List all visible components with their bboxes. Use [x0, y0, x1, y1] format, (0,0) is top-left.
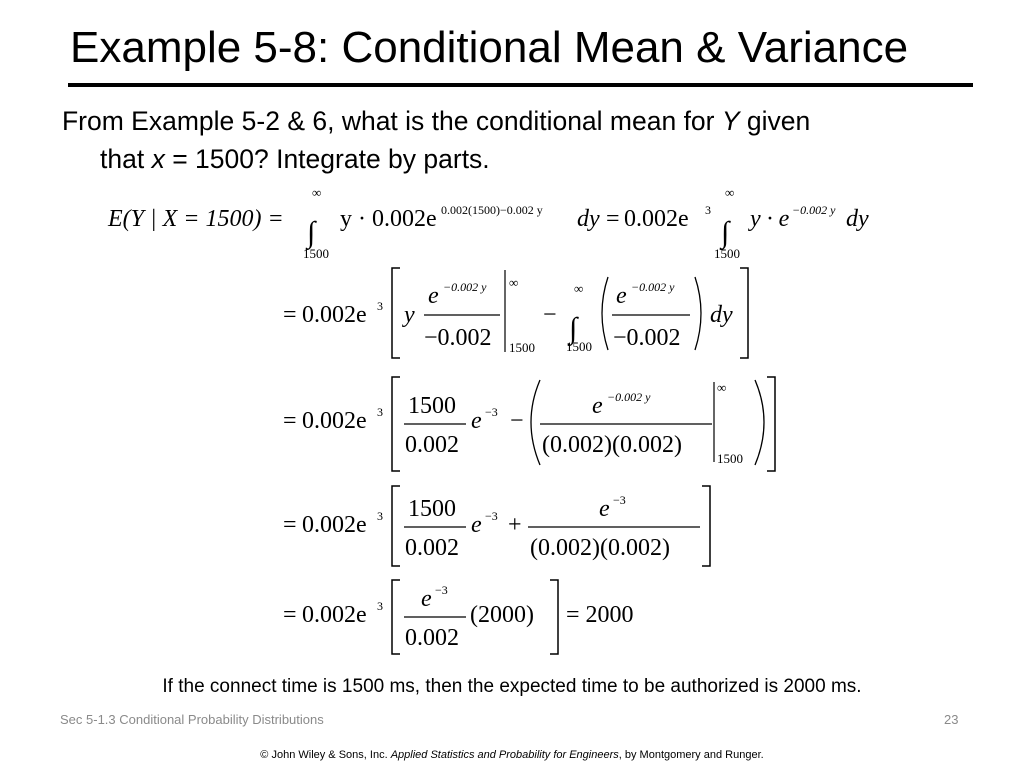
- book-title: Applied Statistics and Probability for Engineers: [390, 749, 619, 761]
- lower-limit: 1500: [566, 339, 592, 354]
- e-exponent: −3: [613, 493, 626, 507]
- e-base: e: [421, 586, 432, 612]
- slide-title: Example 5-8: Conditional Mean & Variance: [70, 23, 909, 72]
- equals-sign: =: [283, 408, 297, 434]
- equation-line-3: [283, 377, 775, 471]
- denominator: (0.002)(0.002): [530, 535, 670, 561]
- question-text-part: that: [100, 144, 152, 174]
- variable-y: Y: [721, 106, 740, 136]
- coefficient: 0.002e: [302, 512, 367, 538]
- minus-sign: −: [543, 302, 557, 328]
- upper-limit: ∞: [574, 281, 584, 296]
- denominator: 0.002: [405, 432, 459, 458]
- e-exponent: −3: [485, 509, 498, 523]
- copyright-notice: [0, 749, 1024, 761]
- coefficient-exponent: 3: [377, 299, 383, 313]
- numerator-e: e: [428, 283, 439, 309]
- coefficient: 0.002e: [302, 602, 367, 628]
- lower-limit: 1500: [714, 246, 740, 261]
- right-bracket: [740, 268, 748, 358]
- e-base: e: [471, 512, 482, 538]
- minus-sign: −: [510, 408, 524, 434]
- left-bracket: [392, 580, 400, 654]
- coefficient-exponent: 3: [377, 405, 383, 419]
- denominator: 0.002: [405, 625, 459, 651]
- integral-sign: ∫: [569, 312, 578, 345]
- multiplier: (2000): [470, 602, 534, 628]
- equation-line-5: [283, 580, 634, 654]
- integral-sign: ∫: [307, 216, 316, 249]
- left-paren: [602, 277, 608, 350]
- question-text-part: given: [739, 106, 811, 136]
- integrand-2-exponent: −0.002 y: [792, 203, 836, 217]
- integral-sign: ∫: [721, 216, 730, 249]
- right-bracket: [767, 377, 775, 471]
- numerator-e: e: [592, 393, 603, 419]
- upper-limit: ∞: [509, 275, 519, 290]
- coefficient-exponent: 3: [377, 509, 383, 523]
- upper-limit: ∞: [312, 185, 322, 200]
- coefficient: 0.002e: [302, 408, 367, 434]
- equals-sign: =: [283, 302, 297, 328]
- coefficient: 0.002e: [302, 302, 367, 328]
- left-bracket: [392, 268, 400, 358]
- right-bracket: [702, 486, 710, 566]
- denominator: 0.002: [405, 535, 459, 561]
- question-text-part: From Example 5-2 & 6, what is the conditional mean for: [62, 106, 722, 136]
- differential: dy: [710, 302, 733, 328]
- integrand-2: y · e: [750, 206, 790, 232]
- final-result: = 2000: [566, 602, 634, 628]
- lhs-expression: E(Y | X = 1500) =: [108, 206, 284, 232]
- equation-line-1: [107, 185, 869, 261]
- denominator: −0.002: [613, 325, 681, 351]
- lower-limit: 1500: [303, 246, 329, 261]
- e-base: e: [599, 496, 610, 522]
- e-exponent: −3: [435, 583, 448, 597]
- lower-limit: 1500: [509, 340, 535, 355]
- integrand-1: y · 0.002e: [340, 206, 437, 232]
- equals-sign: =: [283, 602, 297, 628]
- upper-limit: ∞: [717, 380, 727, 395]
- equals-sign: =: [606, 206, 620, 232]
- left-paren: [531, 380, 540, 465]
- lower-limit: 1500: [717, 451, 743, 466]
- equals-sign: =: [283, 512, 297, 538]
- numerator: 1500: [408, 393, 456, 419]
- equation-line-4: [283, 486, 710, 566]
- variable-x: x: [151, 144, 165, 174]
- page-number: 23: [944, 712, 959, 727]
- right-paren: [695, 277, 701, 350]
- exponent: −0.002 y: [443, 280, 487, 294]
- coefficient-exponent: 3: [377, 599, 383, 613]
- differential: dy: [577, 206, 600, 232]
- question-text-part: = 1500? Integrate by parts.: [164, 144, 490, 174]
- variable-y: y: [404, 302, 415, 328]
- copyright-suffix: , by Montgomery and Runger.: [618, 749, 764, 761]
- denominator: (0.002)(0.002): [542, 432, 682, 458]
- differential: dy: [846, 206, 869, 232]
- copyright-prefix: © John Wiley & Sons, Inc.: [260, 749, 391, 761]
- left-bracket: [392, 377, 400, 471]
- right-paren: [755, 380, 764, 465]
- footer-section-label: Sec 5-1.3 Conditional Probability Distributions: [60, 712, 324, 727]
- numerator-e: e: [616, 283, 627, 309]
- equation-line-2: [283, 268, 748, 358]
- plus-sign: +: [508, 512, 522, 538]
- exponent: −0.002 y: [607, 390, 651, 404]
- exponent: −0.002 y: [631, 280, 675, 294]
- left-bracket: [392, 486, 400, 566]
- denominator: −0.002: [424, 325, 492, 351]
- coefficient-exponent: 3: [705, 203, 711, 217]
- numerator: 1500: [408, 496, 456, 522]
- e-base: e: [471, 408, 482, 434]
- integrand-1-exponent: 0.002(1500)−0.002 y: [441, 203, 543, 217]
- conclusion-text: If the connect time is 1500 ms, then the expected time to be authorized is 2000 ms.: [162, 676, 862, 697]
- coefficient: 0.002e: [624, 206, 689, 232]
- right-bracket: [550, 580, 558, 654]
- upper-limit: ∞: [725, 185, 735, 200]
- e-exponent: −3: [485, 405, 498, 419]
